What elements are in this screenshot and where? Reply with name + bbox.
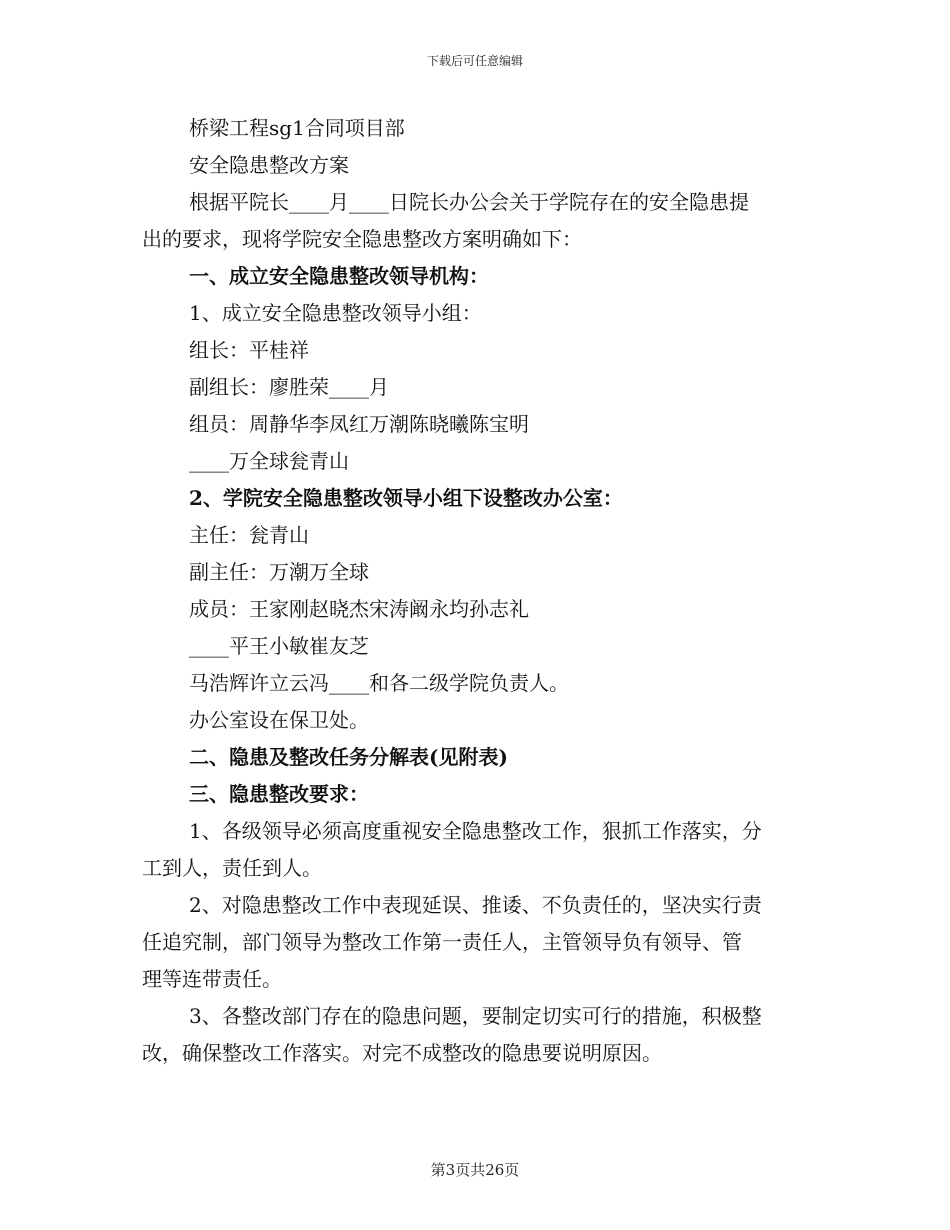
intro-paragraph-line-2: 出的要求，现将学院安全隐患整改方案明确如下： [142, 227, 582, 251]
deputy-group-leader: 副组长：廖胜荣____月 [189, 375, 389, 399]
document-title: 安全隐患整改方案 [189, 153, 349, 177]
requirement-1-line-1: 1、各级领导必须高度重视安全隐患整改工作，狠抓工作落实，分 [189, 819, 762, 843]
section-heading-3: 三、隐患整改要求： [189, 782, 369, 806]
section-heading-2: 二、隐患及整改任务分解表(见附表) [189, 745, 508, 769]
requirement-2-line-3: 理等连带责任。 [142, 967, 282, 991]
subsection-heading-1-2: 2、学院安全隐患整改领导小组下设整改办公室： [189, 486, 623, 510]
document-body [142, 110, 810, 1072]
group-members: 组员：周静华李凤红万潮陈晓曦陈宝明 [189, 412, 529, 436]
office-director: 主任：瓮青山 [189, 523, 309, 547]
section-heading-1: 一、成立安全隐患整改领导机构： [189, 264, 489, 288]
office-members-cont: ____平王小敏崔友芝 [189, 634, 369, 658]
requirement-1-line-2: 工到人，责任到人。 [142, 856, 322, 880]
requirement-3-line-2: 改，确保整改工作落实。对完不成整改的隐患要说明原因。 [142, 1041, 662, 1065]
office-members: 成员：王家刚赵晓杰宋涛阚永均孙志礼 [189, 597, 529, 621]
requirement-2-line-2: 任追究制，部门领导为整改工作第一责任人，主管领导负有领导、管 [142, 930, 742, 954]
page-number: 第3页共26页 [430, 1161, 520, 1179]
header-note: 下载后可任意编辑 [426, 54, 523, 68]
group-members-cont: ____万全球瓮青山 [189, 449, 349, 473]
requirement-3-line-1: 3、各整改部门存在的隐患问题，要制定切实可行的措施，积极整 [189, 1004, 762, 1028]
office-deputy-director: 副主任：万潮万全球 [189, 560, 369, 584]
subsection-heading-1-1: 1、成立安全隐患整改领导小组： [189, 301, 482, 325]
project-title: 桥梁工程sg1合同项目部 [189, 116, 405, 140]
group-leader: 组长：平桂祥 [189, 338, 309, 362]
office-members-cont-2: 马浩辉许立云冯____和各二级学院负责人。 [189, 671, 569, 695]
office-location: 办公室设在保卫处。 [189, 708, 369, 732]
intro-paragraph-line-1: 根据平院长____月____日院长办公会关于学院存在的安全隐患提 [189, 190, 749, 214]
requirement-2-line-1: 2、对隐患整改工作中表现延误、推诿、不负责任的，坚决实行责 [189, 893, 762, 917]
